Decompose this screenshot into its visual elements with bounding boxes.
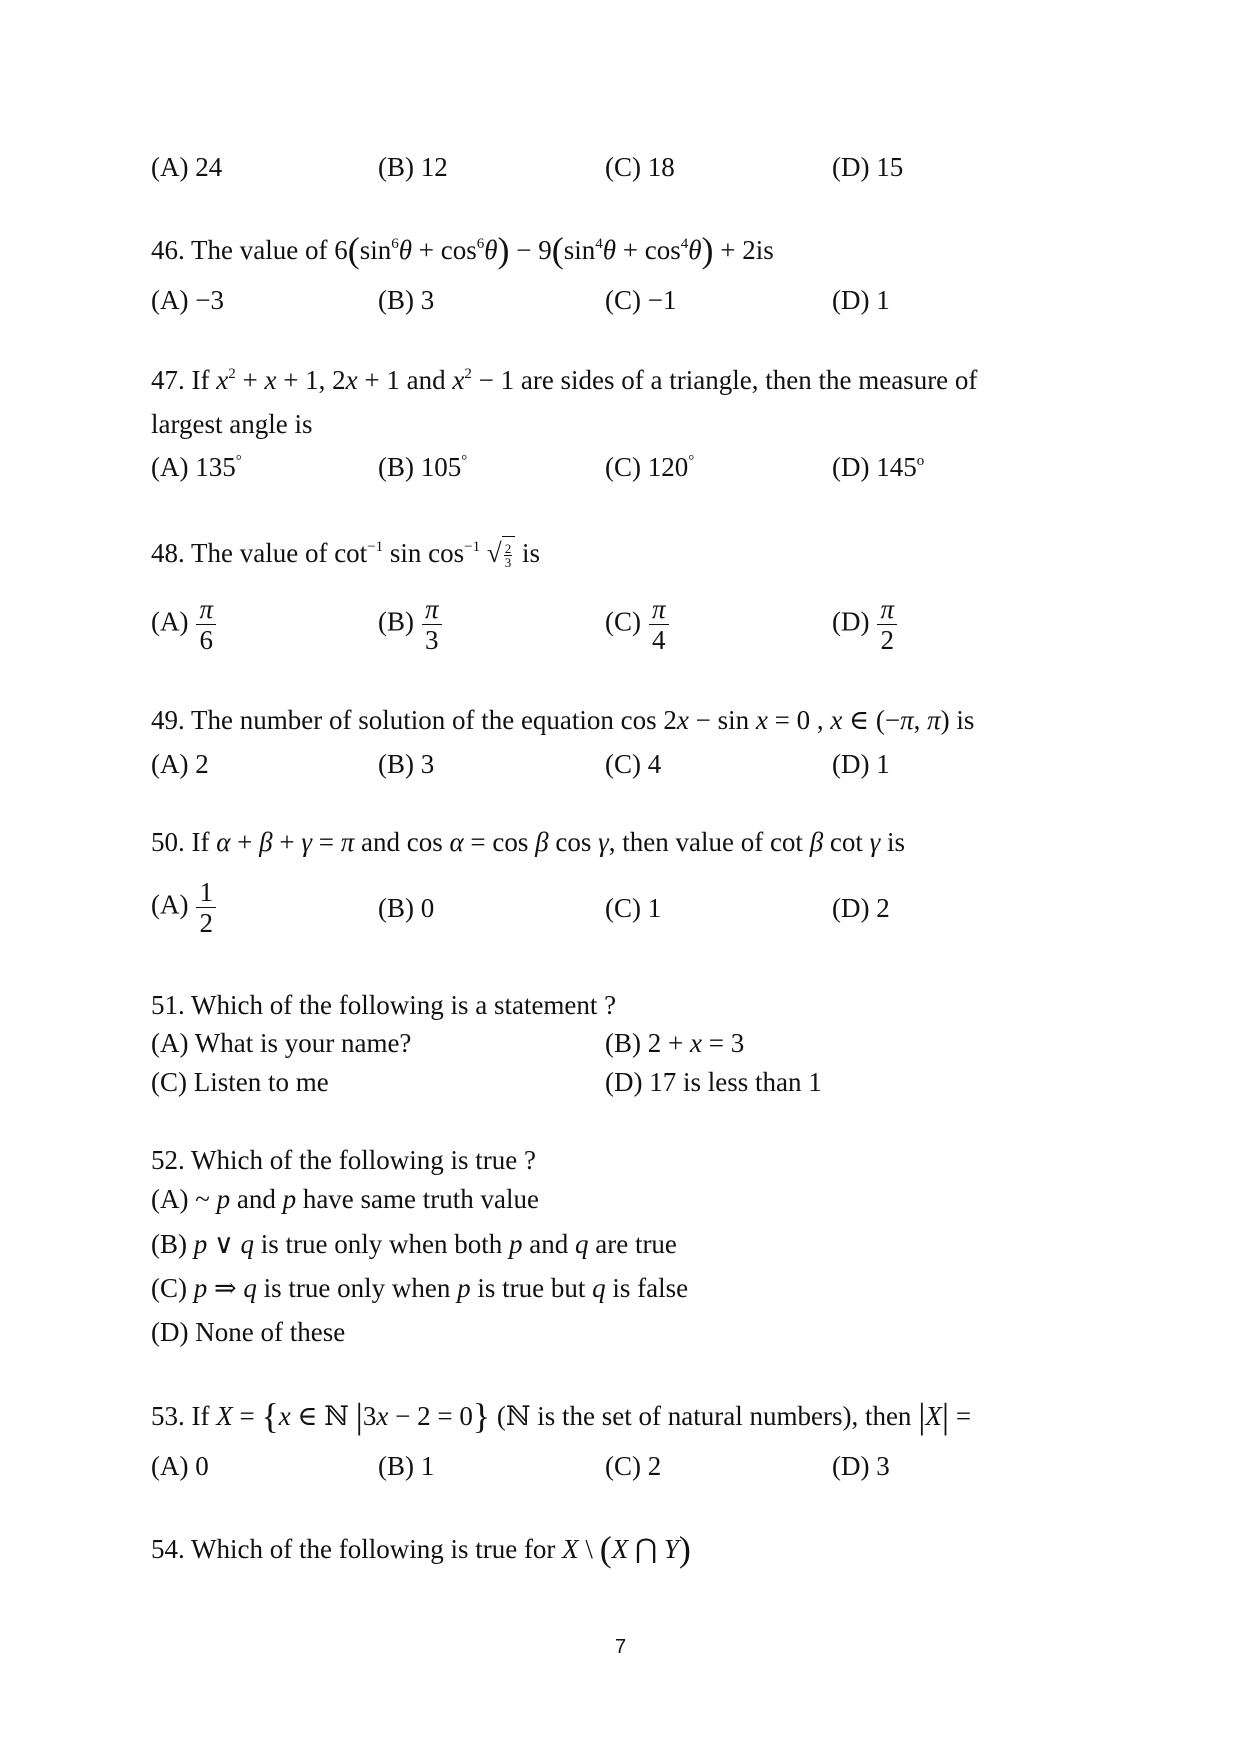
q50-expr-2: cos α = cos β cos γ [406, 827, 609, 857]
q53-cardinality: |X| = [918, 1396, 972, 1436]
q50-expr-1: α + β + γ = π [216, 827, 355, 857]
q52-option-c: (C) p ⇒ q is true only when p is true but q is false [151, 1273, 689, 1303]
q54-expression: X \ (X ⋂ Y) [562, 1529, 691, 1569]
q53-prefix: 53. If [151, 1401, 217, 1431]
q52-question: 52. Which of the following is true ? [151, 1145, 536, 1175]
q50-and: and [361, 827, 407, 857]
q54-prefix: 54. Which of the following is true for [151, 1534, 563, 1564]
q51-question: 51. Which of the following is a statement ? [151, 990, 617, 1020]
q45-option-a: (A) 24 [151, 152, 223, 182]
q49-option-a: (A) 2 [151, 749, 209, 779]
q49-expression: cos 2x − sin x = 0 , x ∈ (−π, π) [620, 705, 957, 735]
q47-expr-1: $x^2 + x + 1$, 2x + 1 [216, 365, 400, 395]
q54-question [151, 1529, 691, 1569]
q47-text-after: are sides of a triangle, then the measure of [514, 365, 978, 395]
q48-option-d: (D) $\frac{\pi}{2}$ [832, 594, 897, 655]
q46-suffix: is [755, 235, 774, 265]
q49-suffix: is [956, 705, 975, 735]
q46-expression: $6(\sin^6\theta + \cos^6\theta) - 9(\sin^4\theta + \cos^4\theta) + 2$ [334, 230, 756, 270]
q46-prefix: 46. The value of [151, 235, 335, 265]
q53-option-c: (C) 2 [605, 1451, 662, 1481]
q48-suffix: is [515, 538, 540, 568]
q46-option-d: (D) 1 [832, 285, 890, 315]
q47-and: and [399, 365, 453, 395]
q48-option-a: (A) $\frac{\pi}{6}$ [151, 594, 216, 655]
q51-option-c: (C) Listen to me [151, 1067, 329, 1097]
q49-option-c: (C) 4 [605, 749, 662, 779]
q53-question [151, 1396, 972, 1436]
q51-option-d: (D) 17 is less than 1 [605, 1067, 822, 1097]
q50-expr-3: cot β cot γ [769, 827, 881, 857]
q50-option-c: (C) 1 [605, 893, 662, 923]
q47-option-d: (D) 145$^o$ [832, 452, 925, 482]
q46-option-b: (B) 3 [378, 285, 435, 315]
page-number: 7 [614, 1636, 627, 1658]
q48-option-b: (B) $\frac{\pi}{3}$ [378, 594, 442, 655]
q50-question [151, 826, 905, 858]
q49-option-d: (D) 1 [832, 749, 890, 779]
q50-option-d: (D) 2 [832, 893, 890, 923]
q49-prefix: 49. The number of solution of the equation [151, 705, 621, 735]
q48-question [151, 536, 540, 569]
q46-question [151, 230, 774, 270]
q48-option-c: (C) $\frac{\pi}{4}$ [605, 594, 669, 655]
q47-option-c: (C) 120° [605, 452, 695, 482]
q47-option-b: (B) 105° [378, 452, 468, 482]
q47-question-line-2: largest angle is [151, 409, 313, 439]
q50-suffix: is [887, 827, 906, 857]
q53-option-b: (B) 1 [378, 1451, 435, 1481]
q52-option-a: (A) ~ p and p have same truth value [151, 1184, 539, 1214]
q52-option-d: (D) None of these [151, 1317, 346, 1347]
q46-option-a: (A) −3 [151, 285, 224, 315]
q53-set-expression: X = {x ∈ ℕ |3x − 2 = 0} (ℕ [216, 1396, 531, 1436]
q46-option-c: (C) −1 [605, 285, 677, 315]
q48-prefix: 48. The value of [151, 538, 335, 568]
q47-expr-2: $x^2 - 1$ [452, 365, 515, 395]
q49-option-b: (B) 3 [378, 749, 435, 779]
q50-option-a: (A) $\frac{1}{2}$ [151, 877, 216, 938]
q50-option-b: (B) 0 [378, 893, 435, 923]
q45-option-c: (C) 18 [605, 152, 675, 182]
q53-paren-text: is the set of natural numbers), then [530, 1401, 919, 1431]
q51-option-a: (A) What is your name? [151, 1028, 412, 1058]
q50-prefix: 50. If [151, 827, 217, 857]
q47-question [151, 364, 977, 396]
q49-question [151, 704, 974, 736]
q45-option-b: (B) 12 [378, 152, 448, 182]
q48-expression: $\cot^{-1} \sin \cos^{-1}$ √ $\frac{2}{3}$ [334, 538, 515, 568]
q52-option-b: (B) p ∨ q is true only when both p and q are true [151, 1229, 677, 1259]
q53-option-d: (D) 3 [832, 1451, 890, 1481]
q53-option-a: (A) 0 [151, 1451, 209, 1481]
q47-prefix: 47. If [151, 365, 217, 395]
q50-middle: , then value of [608, 827, 770, 857]
q45-option-d: (D) 15 [832, 152, 904, 182]
q47-option-a: (A) 135° [151, 452, 242, 482]
q51-option-b: (B) 2 + x = 3 [605, 1028, 745, 1058]
